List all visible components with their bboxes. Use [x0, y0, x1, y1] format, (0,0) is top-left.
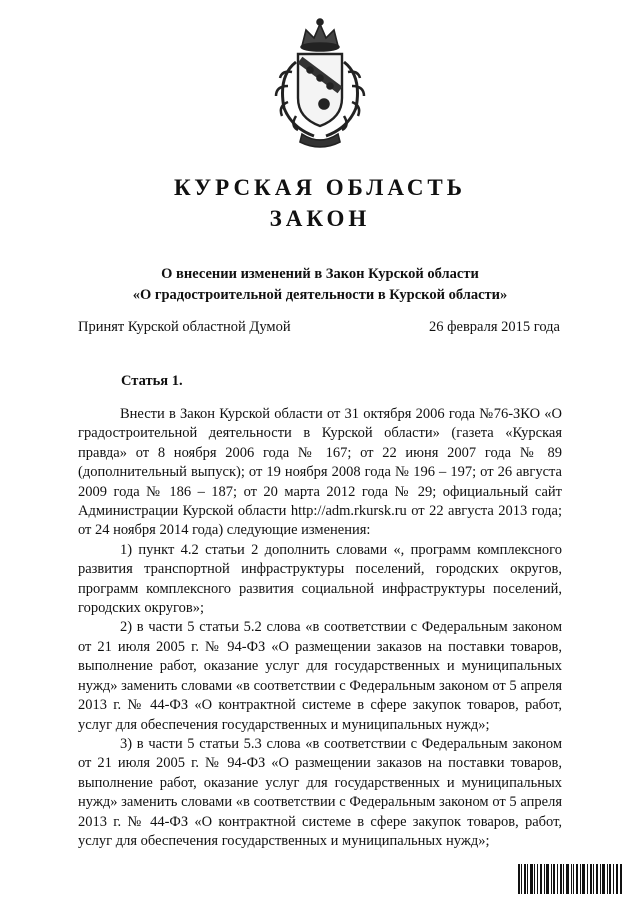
law-title-line-1: О внесении изменений в Закон Курской области	[161, 266, 479, 282]
region-name: КУРСКАЯ ОБЛАСТЬ	[174, 175, 466, 200]
article-body	[78, 405, 562, 851]
paragraph: 3) в части 5 статьи 5.3 слова «в соответствии с Федеральным законом от 21 июля 2005 г. № 94-ФЗ «О размещении заказов на поставки товаров, выполнение работ, оказание услуг для государственных и муниципальных нужд» заменить словами «в соответствии с Федеральным законом от 5 апреля 2013 г. № 44-ФЗ «О контрактной системе в сфере закупок товаров, работ, услуг для обеспечения государственных и муниципальных нужд»;	[78, 735, 562, 849]
adoption-date: 26 февраля 2015 года	[428, 319, 560, 335]
kursk-coat-of-arms-icon	[262, 16, 378, 150]
barcode-icon	[518, 864, 622, 894]
document-type: ЗАКОН	[269, 206, 371, 231]
article-heading: Статья 1.	[121, 373, 183, 389]
paragraph: 1) пункт 4.2 статьи 2 дополнить словами «, программ комплексного развития транспортной инфраструктуры поселений, городских округов, программ комплексного развития социальной инфраструктуры поселений, городских округов»;	[78, 541, 562, 617]
adopted-by: Принят Курской областной Думой	[78, 319, 291, 335]
law-title-line-2: «О градостроительной деятельности в Курской области»	[132, 287, 508, 303]
paragraph: 2) в части 5 статьи 5.2 слова «в соответствии с Федеральным законом от 21 июля 2005 г. № 94-ФЗ «О размещении заказов на поставки товаров, выполнение работ, оказание услуг для государственных и муниципальных нужд» заменить словами «в соответствии с Федеральным законом от 5 апреля 2013 г. № 44-ФЗ «О контрактной системе в сфере закупок товаров, работ, услуг для обеспечения государственных и муниципальных нужд»;	[78, 619, 562, 733]
paragraph: Внести в Закон Курской области от 31 октября 2006 года №76-ЗКО «О градостроительной деятельности в Курской области» (газета «Курская правда» от 8 ноября 2006 года № 167; от 22 июня 2007 года № 89 (дополнительный выпуск); от 19 ноября 2008 года № 196 – 197; от 26 августа 2009 года № 186 – 187; от 20 марта 2012 года № 29; официальный сайт Администрации Курской области http://adm.rkursk.ru от 22 августа 2013 года; от 24 ноября 2014 года) следующие изменения:	[78, 406, 562, 539]
